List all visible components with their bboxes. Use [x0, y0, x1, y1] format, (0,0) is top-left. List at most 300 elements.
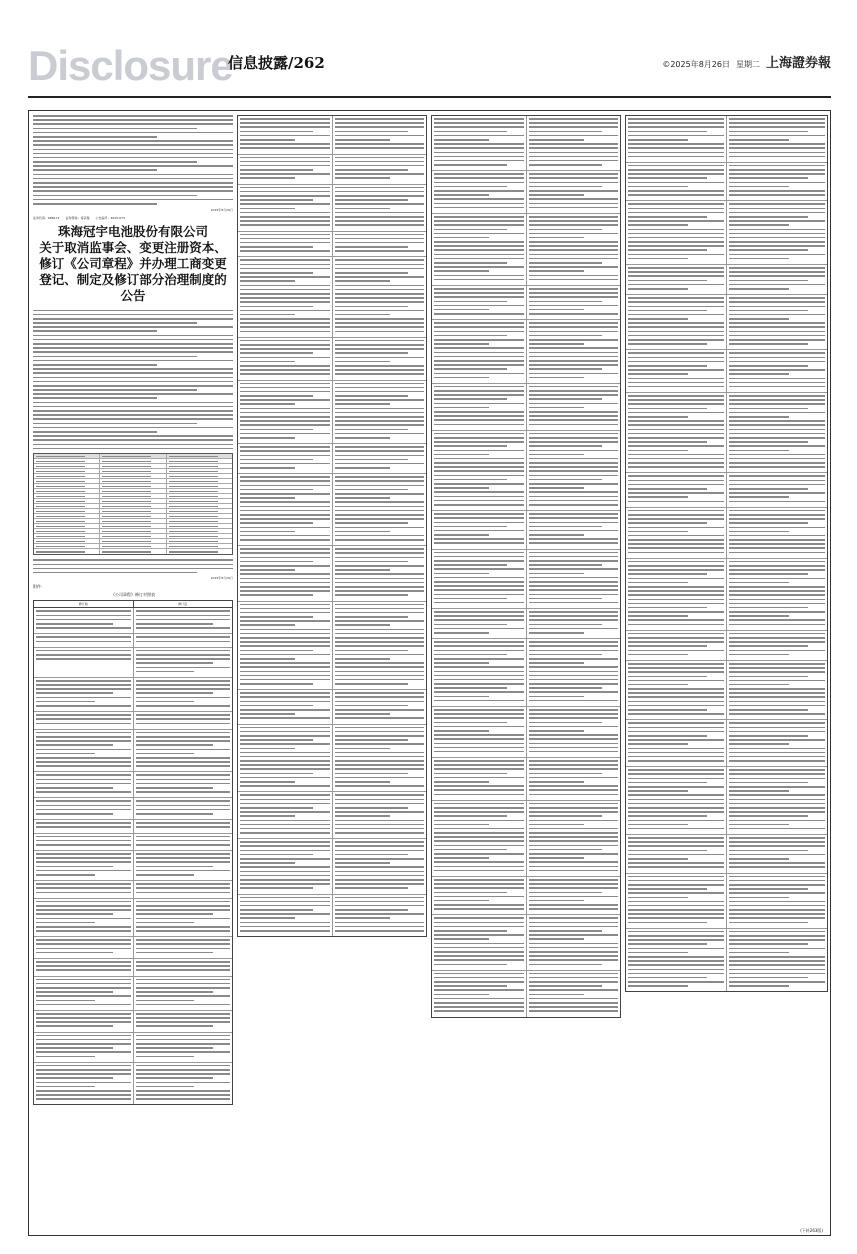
text-line: [136, 619, 231, 621]
text-line: [628, 807, 724, 809]
text-line: [36, 1025, 113, 1027]
text-line: [36, 1004, 131, 1006]
text-line: [434, 611, 524, 613]
text-line: [729, 680, 825, 682]
text-line: [335, 582, 425, 584]
text-line: [729, 177, 808, 179]
text-line: [628, 314, 724, 316]
text-line: [335, 403, 390, 405]
table-cell: [527, 214, 621, 285]
text-line: [434, 781, 489, 783]
text-line: [335, 604, 425, 606]
text-line: [335, 450, 425, 452]
text-line: [240, 293, 330, 295]
text-line: [33, 343, 233, 345]
text-line: [335, 608, 425, 610]
text-line: [628, 599, 724, 601]
table-cell: [34, 469, 100, 473]
text-line: [434, 726, 524, 728]
text-line: [729, 284, 825, 286]
text-line: [529, 143, 619, 145]
text-line: [628, 152, 724, 154]
text-line: [240, 811, 330, 813]
text-line: [529, 930, 602, 932]
text-line: [335, 557, 425, 559]
text-line: [529, 675, 619, 677]
text-line: [729, 224, 789, 226]
text-line: [434, 504, 524, 506]
text-line: [240, 727, 330, 729]
table-cell: [34, 820, 134, 832]
text-line: [240, 157, 330, 159]
text-line: [240, 459, 313, 461]
table-row: [238, 155, 426, 185]
table-cell: [167, 464, 232, 468]
table-row: [432, 171, 620, 214]
prev-announcement-tail: [33, 115, 233, 205]
text-line: [729, 858, 789, 860]
text-line: [434, 589, 524, 591]
text-line: [136, 987, 231, 989]
text-line: [335, 633, 425, 635]
text-line: [240, 216, 330, 218]
text-line: [434, 419, 524, 421]
text-line: [628, 901, 724, 903]
text-line: [434, 934, 524, 936]
text-line: [335, 234, 425, 236]
text-line: [529, 709, 619, 711]
text-line: [628, 284, 724, 286]
issue-date: ©2025年8月26日: [662, 60, 730, 69]
text-line: [36, 536, 85, 537]
table-row: [238, 792, 426, 839]
text-line: [136, 692, 213, 694]
text-line: [434, 602, 524, 604]
text-line: [529, 279, 619, 281]
text-line: [240, 573, 330, 575]
text-line: [628, 815, 707, 817]
table-cell: [34, 678, 134, 711]
text-line: [33, 153, 233, 155]
text-line: [434, 815, 507, 817]
text-line: [36, 983, 131, 985]
text-line: [628, 578, 724, 580]
text-line: [729, 373, 789, 375]
text-line: [434, 534, 489, 536]
text-line: [729, 182, 825, 184]
text-line: [529, 773, 602, 775]
table-cell: [167, 459, 232, 463]
text-line: [729, 518, 825, 520]
text-line: [729, 845, 825, 847]
text-line: [529, 602, 619, 604]
table-row: [432, 214, 620, 286]
text-line: [434, 296, 524, 298]
text-line: [729, 633, 825, 635]
table-cell: [527, 171, 621, 213]
articles-comparison-table-cont: [237, 115, 427, 937]
text-line: [529, 679, 619, 681]
text-line: [529, 347, 619, 349]
text-line: [434, 777, 524, 779]
text-line: [33, 402, 233, 404]
header-before: 修订前: [34, 601, 134, 607]
text-line: [240, 590, 330, 592]
text-line: [136, 874, 195, 876]
text-line: [434, 203, 524, 205]
text-line: [628, 713, 724, 715]
text-line: [628, 671, 724, 673]
text-line: [628, 475, 724, 477]
text-line: [335, 480, 425, 482]
text-line: [335, 195, 425, 197]
text-line: [434, 360, 524, 362]
security-abbr: 证券简称：希荻微: [65, 215, 90, 220]
text-line: [628, 981, 724, 983]
text-line: [136, 965, 231, 967]
table-cell: [727, 767, 827, 834]
text-line: [240, 692, 330, 694]
text-line: [729, 790, 789, 792]
table-row: [34, 678, 232, 712]
text-line: [240, 799, 330, 801]
text-line: [434, 564, 507, 566]
table-row: [626, 201, 827, 265]
text-line: [628, 424, 724, 426]
text-line: [240, 169, 313, 171]
page-number: /262: [288, 54, 325, 72]
text-line: [434, 994, 489, 996]
text-line: [628, 458, 724, 460]
text-line: [335, 493, 425, 495]
text-line: [434, 568, 524, 570]
text-line: [240, 242, 330, 244]
text-line: [529, 441, 619, 443]
text-line: [434, 768, 524, 770]
table-cell: [432, 320, 527, 383]
text-line: [529, 313, 619, 315]
text-line: [529, 454, 584, 456]
text-line: [729, 326, 825, 328]
table-row: [238, 725, 426, 793]
text-line: [36, 546, 85, 547]
text-line: [729, 361, 825, 363]
table-cell: [727, 473, 827, 506]
text-line: [628, 952, 688, 954]
text-line: [33, 439, 233, 441]
table-cell: [34, 648, 134, 677]
text-line: [335, 616, 408, 618]
text-line: [335, 629, 425, 631]
text-line: [434, 1002, 524, 1004]
text-line: [240, 203, 330, 205]
table-row: [238, 338, 426, 381]
table-cell: [100, 544, 166, 548]
text-line: [240, 161, 330, 163]
text-line: [529, 781, 584, 783]
text-line: [36, 800, 131, 802]
text-line: [136, 961, 231, 963]
text-line: [628, 794, 724, 796]
table-cell: [134, 820, 233, 832]
text-line: [529, 981, 619, 983]
text-line: [335, 858, 425, 860]
text-line: [529, 173, 619, 175]
text-line: [529, 534, 584, 536]
text-line: [628, 667, 724, 669]
table-cell: [34, 881, 134, 898]
text-line: [628, 841, 724, 843]
text-line: [729, 131, 808, 133]
text-line: [729, 701, 825, 703]
text-line: [335, 455, 425, 457]
text-line: [729, 454, 825, 456]
text-line: [529, 713, 619, 715]
notice-number: 公告编号：2025-073: [95, 215, 125, 220]
table-cell: [238, 257, 333, 336]
text-line: [136, 1065, 231, 1067]
text-line: [335, 692, 425, 694]
text-line: [335, 361, 390, 363]
text-line: [434, 143, 524, 145]
text-line: [628, 249, 707, 251]
text-line: [628, 241, 724, 243]
table-cell: [333, 792, 427, 838]
text-line: [136, 697, 231, 699]
text-line: [434, 973, 524, 975]
text-line: [628, 543, 724, 545]
text-line: [102, 536, 151, 537]
text-line: [136, 714, 231, 716]
table-cell: [238, 474, 333, 545]
text-line: [628, 488, 707, 490]
text-line: [628, 275, 724, 277]
text-line: [335, 485, 425, 487]
text-line: [529, 1002, 619, 1004]
table-cell: [626, 265, 727, 294]
headline-line: 关于取消监事会、变更注册资本、: [39, 239, 227, 255]
text-line: [136, 857, 231, 859]
text-line: [628, 880, 724, 882]
table-cell: [432, 707, 527, 757]
text-line: [335, 578, 425, 580]
text-line: [36, 658, 131, 660]
text-line: [434, 229, 507, 231]
text-line: [628, 735, 707, 737]
text-line: [36, 809, 131, 811]
text-line: [335, 815, 390, 817]
text-line: [729, 952, 789, 954]
text-line: [434, 407, 489, 409]
text-line: [628, 445, 724, 447]
table-cell: [34, 499, 100, 503]
text-line: [529, 654, 602, 656]
text-line: [335, 352, 408, 354]
text-line: [434, 764, 524, 766]
text-line: [240, 387, 330, 389]
text-line: [240, 917, 295, 919]
security-codes: [33, 216, 233, 220]
table-cell: [167, 534, 232, 538]
text-line: [434, 645, 524, 647]
text-line: [33, 199, 233, 201]
table-row: [432, 915, 620, 970]
text-line: [729, 824, 789, 826]
table-cell: [100, 484, 166, 488]
text-line: [729, 424, 825, 426]
text-line: [240, 781, 295, 783]
text-line: [729, 760, 825, 762]
table-row: [626, 835, 827, 874]
table-cell: [333, 690, 427, 723]
text-line: [729, 357, 825, 359]
text-line: [729, 594, 825, 596]
text-line: [36, 757, 131, 759]
text-line: [335, 399, 425, 401]
text-line: [628, 624, 724, 626]
table-cell: [432, 171, 527, 213]
text-line: [169, 521, 218, 522]
text-line: [335, 590, 425, 592]
table-cell: [333, 895, 427, 937]
table-cell: [167, 524, 232, 528]
text-line: [434, 840, 524, 842]
text-line: [240, 539, 330, 541]
text-line: [434, 352, 524, 354]
text-line: [240, 764, 330, 766]
table-cell: [432, 511, 527, 549]
text-line: [36, 791, 131, 793]
text-line: [729, 369, 825, 371]
table-row: [432, 609, 620, 639]
table-cell: [727, 559, 827, 630]
text-line: [36, 1039, 131, 1041]
table-cell: [527, 707, 621, 757]
text-line: [240, 352, 313, 354]
text-line: [729, 884, 825, 886]
text-line: [136, 948, 231, 950]
text-line: [240, 177, 295, 179]
text-line: [729, 569, 825, 571]
text-line: [529, 415, 619, 417]
text-line: [729, 510, 825, 512]
text-line: [36, 650, 131, 652]
table-cell: [238, 444, 333, 473]
table-cell: [134, 899, 233, 937]
text-line: [240, 743, 330, 745]
text-line: [335, 463, 425, 465]
text-line: [628, 756, 724, 758]
text-line: [434, 441, 524, 443]
text-line: [529, 985, 602, 987]
text-line: [729, 722, 825, 724]
text-line: [729, 429, 825, 431]
text-line: [729, 820, 825, 822]
text-line: [729, 854, 825, 856]
text-line: [33, 564, 233, 566]
text-line: [136, 761, 231, 763]
text-line: [240, 429, 313, 431]
text-line: [335, 301, 425, 303]
text-line: [335, 122, 425, 124]
text-line: [240, 866, 330, 868]
text-line: [240, 264, 330, 266]
table-cell: [100, 524, 166, 528]
text-line: [529, 896, 619, 898]
text-line: [628, 122, 724, 124]
text-line: [240, 301, 330, 303]
text-line: [240, 862, 295, 864]
text-line: [729, 590, 825, 592]
text-line: [33, 427, 233, 429]
text-line: [729, 437, 825, 439]
text-line: [529, 487, 584, 489]
text-line: [33, 115, 233, 117]
text-line: [102, 511, 151, 512]
text-line: [102, 481, 151, 482]
table-row: [34, 772, 232, 798]
text-line: [335, 208, 390, 210]
text-line: [240, 276, 330, 278]
text-line: [136, 813, 213, 815]
text-line: [434, 542, 524, 544]
text-line: [628, 403, 724, 405]
text-line: [529, 152, 619, 154]
table-cell: [238, 839, 333, 893]
text-line: [434, 462, 524, 464]
text-line: [729, 445, 825, 447]
text-line: [434, 390, 524, 392]
text-line: [529, 164, 602, 166]
text-line: [240, 187, 330, 189]
text-line: [529, 513, 619, 515]
text-line: [628, 288, 688, 290]
text-line: [136, 627, 231, 629]
table-cell: [34, 474, 100, 478]
issue-weekday: 星期二: [735, 60, 760, 69]
text-line: [729, 416, 789, 418]
text-line: [628, 803, 724, 805]
text-line: [102, 456, 151, 457]
text-line: [136, 654, 231, 656]
text-line: [434, 207, 524, 209]
text-line: [335, 785, 425, 787]
text-line: [434, 424, 524, 426]
text-line: [33, 414, 233, 416]
text-line: [36, 680, 131, 682]
text-line: [434, 526, 507, 528]
text-line: [240, 433, 330, 435]
text-line: [628, 271, 724, 273]
text-line: [729, 756, 825, 758]
table-cell: [100, 489, 166, 493]
text-line: [628, 633, 724, 635]
text-line: [628, 748, 724, 750]
text-line: [729, 403, 825, 405]
table-cell: [167, 494, 232, 498]
text-line: [335, 922, 425, 924]
text-line: [33, 322, 197, 324]
text-line: [240, 208, 295, 210]
table-row: [432, 707, 620, 758]
text-line: [36, 732, 131, 734]
text-line: [434, 866, 524, 868]
text-line: [729, 488, 808, 490]
text-line: [628, 705, 724, 707]
text-line: [628, 824, 688, 826]
text-line: [240, 476, 330, 478]
text-line: [729, 615, 789, 617]
